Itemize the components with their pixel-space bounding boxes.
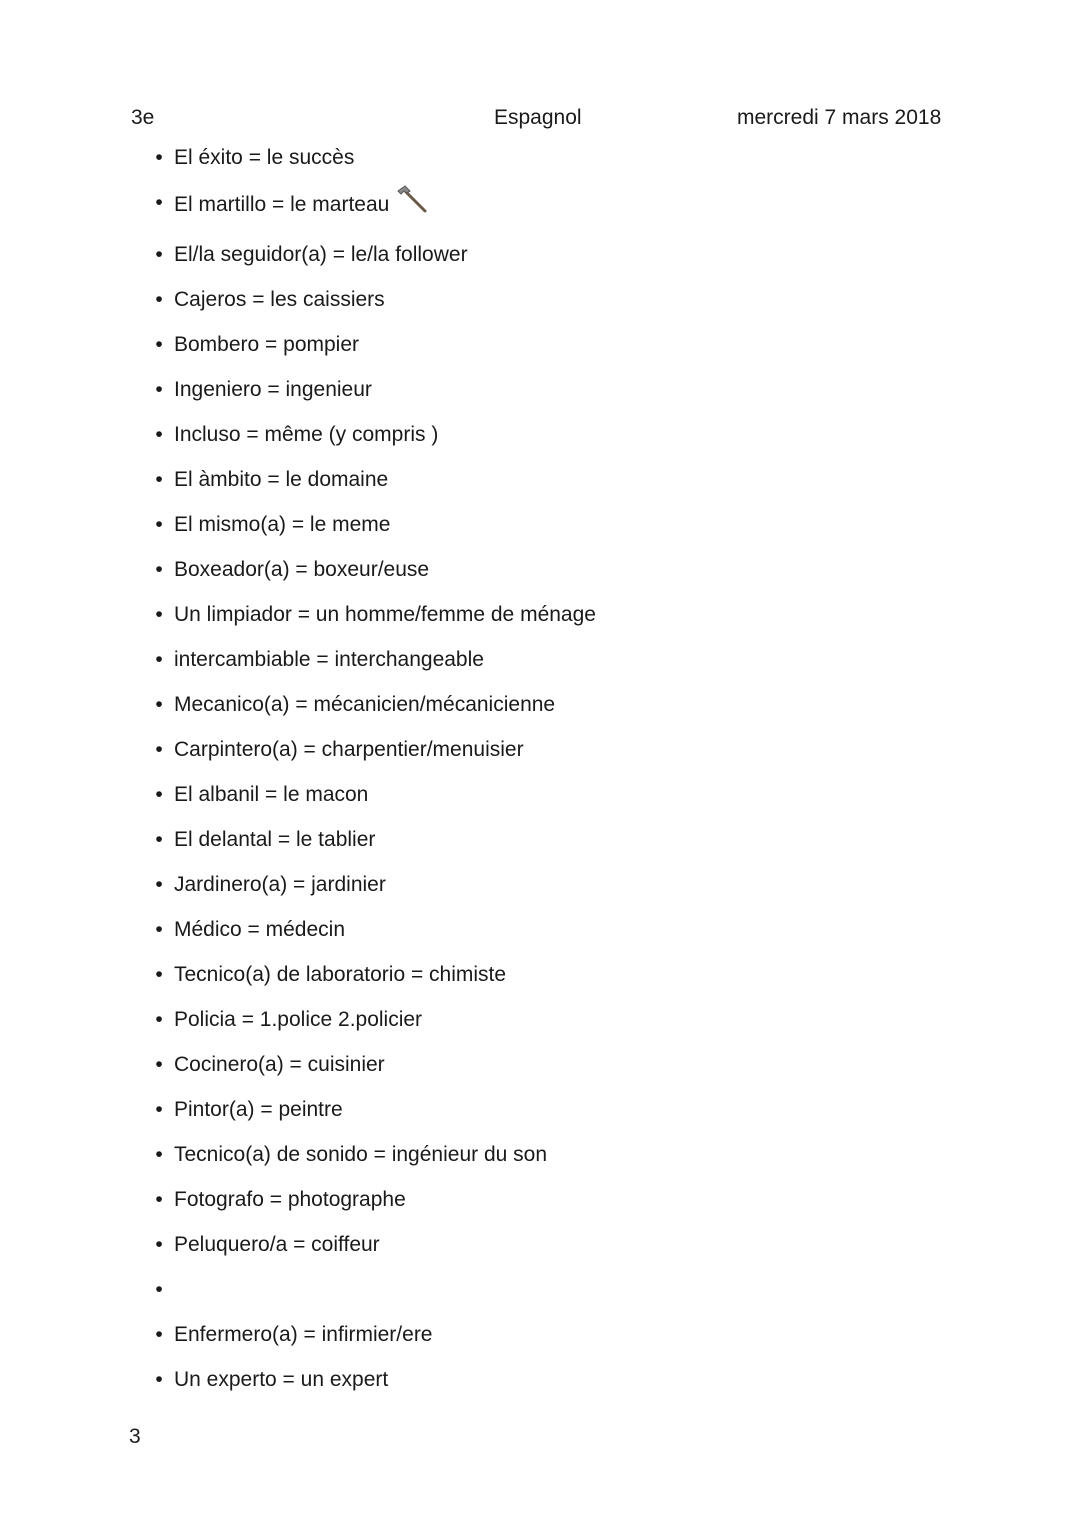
bullet: • (155, 1008, 163, 1031)
bullet: • (155, 873, 163, 896)
bullet: • (155, 558, 163, 581)
list-item (152, 190, 852, 242)
bullet: • (155, 468, 163, 491)
bullet: • (155, 738, 163, 761)
bullet: • (155, 1368, 163, 1391)
bullet: • (155, 648, 163, 671)
page-header (0, 106, 1080, 138)
bullet: • (155, 1098, 163, 1121)
vocab-entry: El/la seguidor(a) = le/la follower (174, 243, 468, 266)
vocab-entry: Enfermero(a) = infirmier/ere (174, 1323, 433, 1346)
vocab-entry: Tecnico(a) de sonido = ingénieur du son (174, 1143, 547, 1166)
bullet: • (155, 146, 163, 169)
bullet: • (155, 603, 163, 626)
list-item (152, 1142, 852, 1187)
list-item (152, 917, 852, 962)
bullet: • (155, 378, 163, 401)
vocab-entry: Ingeniero = ingenieur (174, 378, 372, 401)
vocab-entry: El albanil = le macon (174, 783, 369, 806)
list-item (152, 467, 852, 512)
vocab-entry: El mismo(a) = le meme (174, 513, 391, 536)
list-item (152, 692, 852, 737)
date-label: mercredi 7 mars 2018 (737, 106, 942, 129)
vocab-entry: Jardinero(a) = jardinier (174, 873, 386, 896)
list-item (152, 557, 852, 602)
bullet: • (155, 513, 163, 536)
list-item (152, 512, 852, 557)
vocab-entry: El martillo = le marteau (174, 193, 390, 217)
bullet: • (155, 288, 163, 311)
vocab-entry: Bombero = pompier (174, 333, 360, 356)
bullet: • (155, 333, 163, 356)
vocab-entry: Incluso = même (y compris ) (174, 423, 439, 446)
list-item (152, 872, 852, 917)
list-item (152, 827, 852, 872)
bullet: • (155, 423, 163, 446)
list-item (152, 377, 852, 422)
bullet: • (155, 1323, 163, 1346)
bullet: • (155, 191, 163, 214)
bullet: • (155, 828, 163, 851)
list-item (152, 602, 852, 647)
list-item (152, 1097, 852, 1142)
vocab-entry: El delantal = le tablier (174, 828, 376, 851)
list-item (152, 647, 852, 692)
vocab-entry: Boxeador(a) = boxeur/euse (174, 558, 430, 581)
vocab-entry: Carpintero(a) = charpentier/menuisier (174, 738, 524, 761)
vocab-entry: Fotografo = photographe (174, 1188, 406, 1211)
vocabulary-list (152, 145, 852, 1412)
bullet: • (155, 1053, 163, 1076)
list-item (152, 1367, 852, 1412)
hammer-icon (395, 184, 429, 221)
list-item (152, 1187, 852, 1232)
list-item (152, 782, 852, 827)
vocab-entry: Pintor(a) = peintre (174, 1098, 343, 1121)
vocab-entry: El àmbito = le domaine (174, 468, 389, 491)
bullet: • (155, 1188, 163, 1211)
list-item (152, 145, 852, 190)
vocab-entry: intercambiable = interchangeable (174, 648, 484, 671)
list-item (152, 287, 852, 332)
bullet: • (155, 918, 163, 941)
vocab-entry: Un experto = un expert (174, 1368, 389, 1391)
list-item (152, 737, 852, 782)
vocab-entry: Peluquero/a = coiffeur (174, 1233, 380, 1256)
bullet: • (155, 693, 163, 716)
vocab-entry: El éxito = le succès (174, 146, 355, 169)
vocab-entry: Un limpiador = un homme/femme de ménage (174, 603, 596, 626)
page-number: 3 (129, 1425, 141, 1448)
list-item (152, 1232, 852, 1277)
list-item (152, 1322, 852, 1367)
subject-title: Espagnol (494, 106, 582, 129)
list-item (152, 962, 852, 1007)
vocab-entry: Policia = 1.police 2.policier (174, 1008, 423, 1031)
bullet: • (155, 1233, 163, 1256)
list-item (152, 1277, 852, 1322)
list-item (152, 422, 852, 467)
vocab-entry: Cocinero(a) = cuisinier (174, 1053, 385, 1076)
list-item (152, 242, 852, 287)
bullet: • (155, 243, 163, 266)
list-item (152, 1007, 852, 1052)
vocab-entry: Cajeros = les caissiers (174, 288, 385, 311)
vocab-entry: Mecanico(a) = mécanicien/mécanicienne (174, 693, 556, 716)
bullet: • (155, 783, 163, 806)
class-label: 3e (131, 106, 155, 129)
vocab-entry: Médico = médecin (174, 918, 346, 941)
list-item (152, 1052, 852, 1097)
bullet: • (155, 1278, 163, 1301)
bullet: • (155, 1143, 163, 1166)
list-item (152, 332, 852, 377)
vocab-entry: Tecnico(a) de laboratorio = chimiste (174, 963, 507, 986)
bullet: • (155, 963, 163, 986)
